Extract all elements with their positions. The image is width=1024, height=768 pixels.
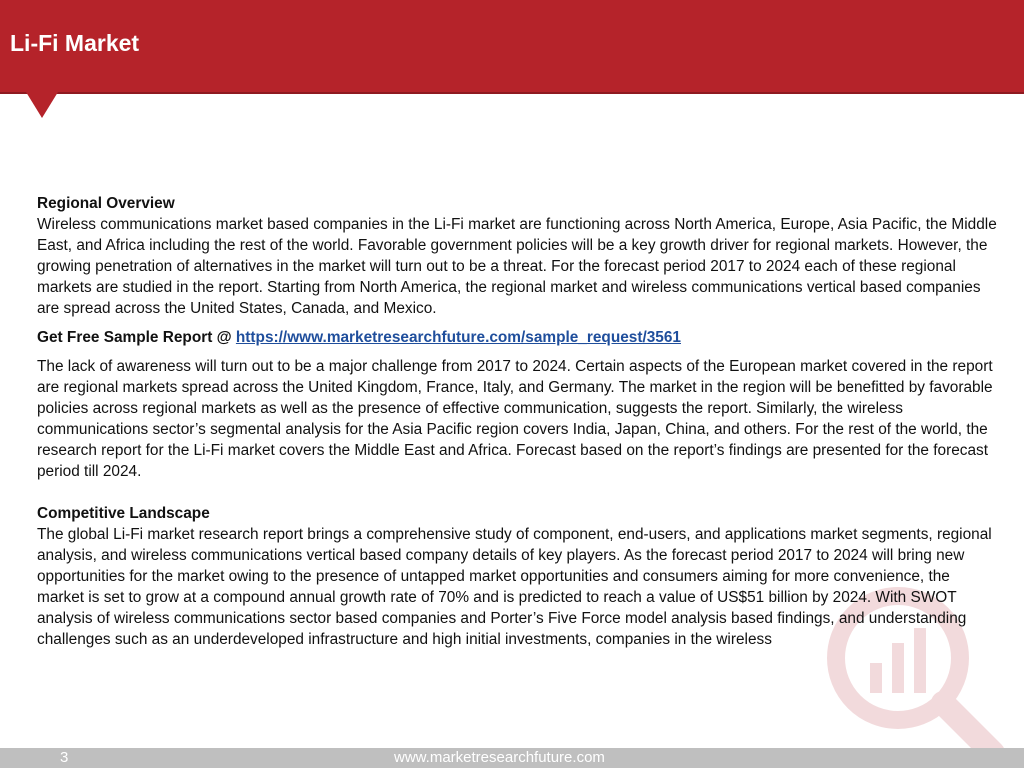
sample-report-link[interactable]: https://www.marketresearchfuture.com/sample_request/3561 xyxy=(235,329,681,346)
header-bar xyxy=(0,0,1024,94)
footer-url: www.marketresearchfuture.com xyxy=(394,749,605,766)
competitive-landscape-heading: Competitive Landscape xyxy=(37,505,210,522)
europe-asia-paragraph: The lack of awareness will turn out to be a major challenge from 2017 to 2024. Certain aspects of the European market covered in the report are regional markets spread across the United Kingdom, France, Italy, and Germany. The market in the region will be benefitted by favorable policies across regional markets as well as the presence of effective communication, suggests the report. Similarly, the wireless communications sector’s segmental analysis for the Asia Pacific region covers India, Japan, China, and others. For the rest of the world, the research report for the Li-Fi market covers the Middle East and Africa. Forecast based on the report’s findings are presented for the forecast period till 2024. xyxy=(37,358,993,480)
regional-overview-heading: Regional Overview xyxy=(37,195,175,212)
regional-overview-paragraph: Wireless communications market based companies in the Li-Fi market are functioning across North America, Europe, Asia Pacific, the Middle East, and Africa including the rest of the world. Favorable government policies will be a key growth driver for regional markets. However, the growing penetration of alternatives in the market will turn out to be a threat. For the forecast period 2017 to 2024 each of these regional markets are studied in the report. Starting from North America, the regional market and wireless communications vertical based companies are spread across the United States, Canada, and Mexico. xyxy=(37,216,997,317)
page-number: 3 xyxy=(60,749,69,766)
slide-content xyxy=(37,193,997,650)
sample-report-line xyxy=(37,327,997,348)
slide-title: Li-Fi Market xyxy=(10,30,140,56)
header-notch xyxy=(26,92,58,118)
competitive-landscape-paragraph: The global Li-Fi market research report brings a comprehensive study of component, end-users, and applications market segments, regional analysis, and wireless communications vertical based company details of key players. As the forecast period 2017 to 2024 will bring new opportunities for the market owing to the presence of untapped market opportunities and consumers aiming for more convenience, the market is set to grow at a compound annual growth rate of 70% and is predicted to reach a value of US$51 billion by 2024. With SWOT analysis of wireless communications sector based companies and Porter’s Five Force model analysis based findings, and understanding challenges such as an underdeveloped infrastructure and high initial investments, companies in the wireless xyxy=(37,526,992,648)
footer-bar xyxy=(0,748,1024,768)
sample-report-label: Get Free Sample Report @ xyxy=(37,329,236,346)
